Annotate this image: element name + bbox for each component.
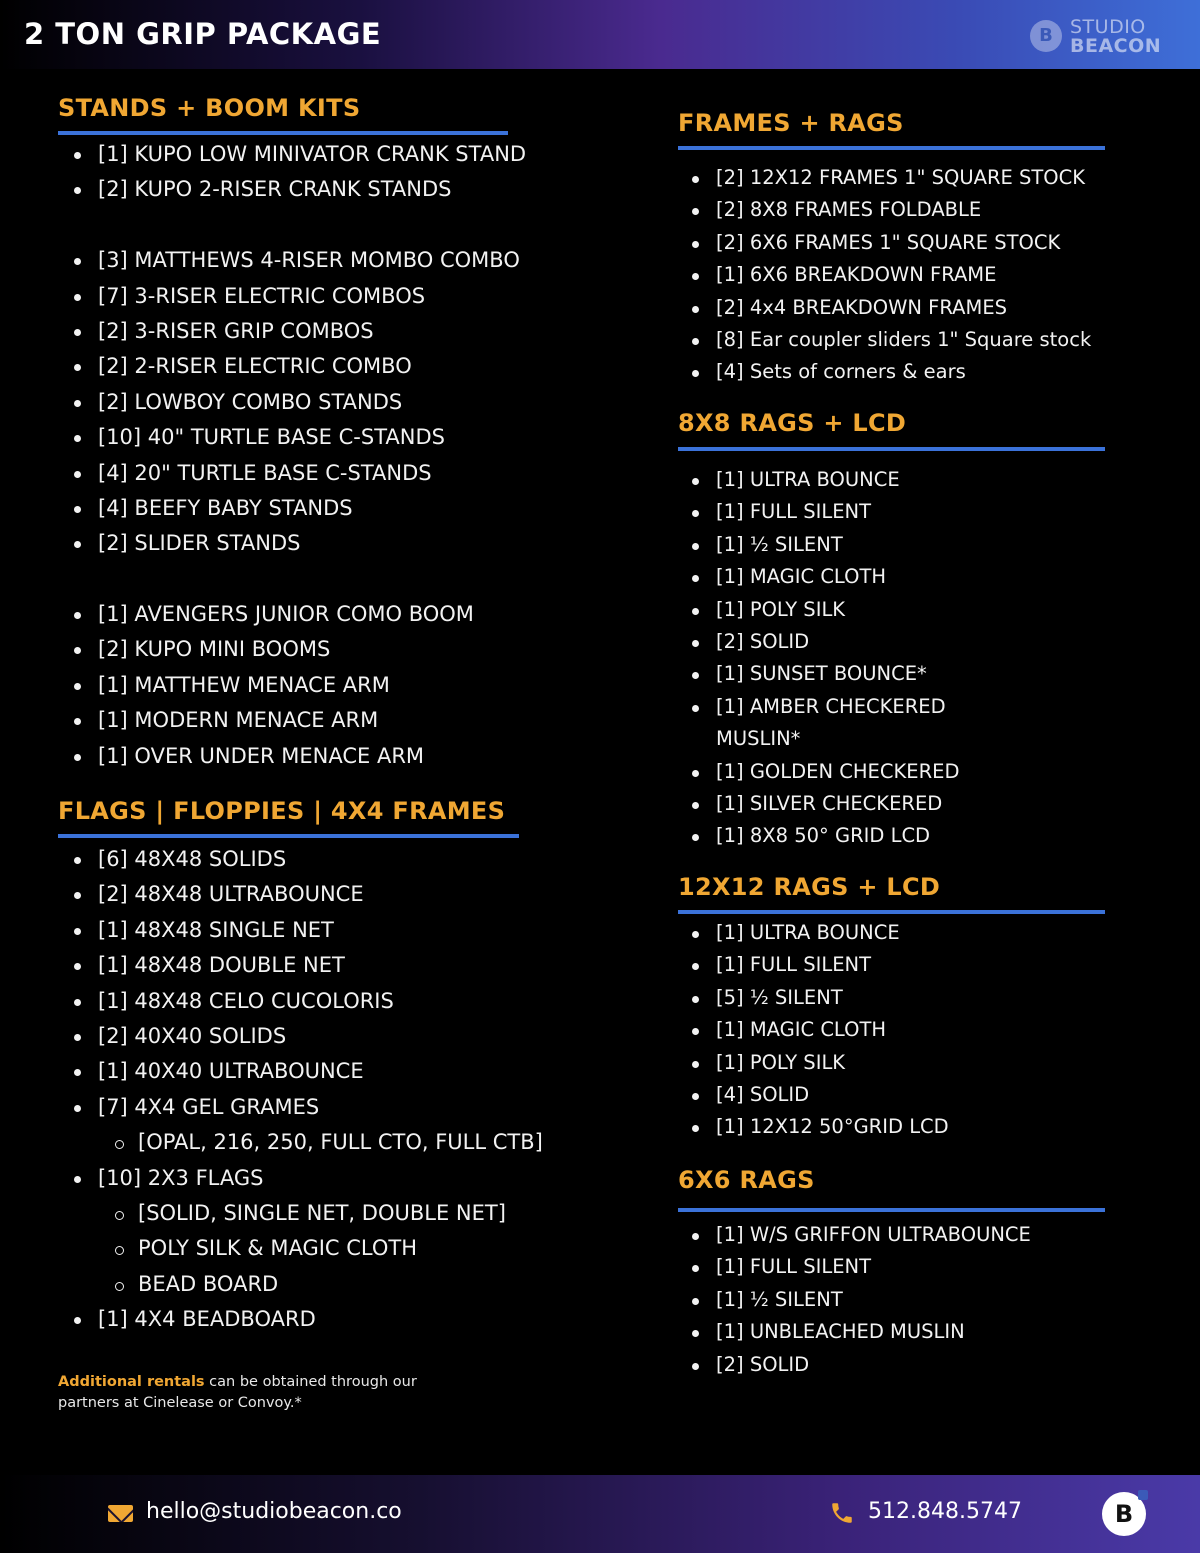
sub-list-item: POLY SILK & MAGIC CLOTH bbox=[58, 1231, 543, 1266]
list-item: [1] AVENGERS JUNIOR COMO BOOM bbox=[58, 597, 526, 632]
list-item: [7] 4X4 GEL GRAMES bbox=[58, 1090, 543, 1125]
phone-icon bbox=[829, 1500, 855, 1526]
rentals-note-text: can be obtained through our partners at Cinelease or Convoy.* bbox=[58, 1374, 417, 1411]
list-item: [2] 8X8 FRAMES FOLDABLE bbox=[676, 194, 1091, 226]
list-spacer bbox=[58, 208, 526, 243]
rentals-note bbox=[58, 1372, 478, 1414]
list-item: [1] ULTRA BOUNCE bbox=[676, 464, 959, 496]
list-item: [1] 12X12 50°GRID LCD bbox=[676, 1111, 949, 1143]
list-item: [1] ½ SILENT bbox=[676, 1284, 1031, 1316]
footer-logo-mark: B bbox=[1114, 1500, 1134, 1528]
list-item: [2] 12X12 FRAMES 1" SQUARE STOCK bbox=[676, 162, 1091, 194]
list-item: [1] UNBLEACHED MUSLIN bbox=[676, 1316, 1031, 1348]
list-item: [2] 3-RISER GRIP COMBOS bbox=[58, 314, 526, 349]
sub-list-item: [SOLID, SINGLE NET, DOUBLE NET] bbox=[58, 1196, 543, 1231]
list-item: [4] Sets of corners & ears bbox=[676, 356, 1091, 388]
list-item: [4] 20" TURTLE BASE C-STANDS bbox=[58, 456, 526, 491]
list-item: [4] SOLID bbox=[676, 1079, 949, 1111]
list-item: [1] FULL SILENT bbox=[676, 1251, 1031, 1283]
list-flags bbox=[58, 842, 543, 1337]
list-item: [2] 4x4 BREAKDOWN FRAMES bbox=[676, 292, 1091, 324]
list-item: [1] 48X48 DOUBLE NET bbox=[58, 948, 543, 983]
list-item: [1] FULL SILENT bbox=[676, 496, 959, 528]
section-rule-rags-6x6 bbox=[678, 1208, 1105, 1212]
list-item: [1] ½ SILENT bbox=[676, 529, 959, 561]
list-item: [2] KUPO MINI BOOMS bbox=[58, 632, 526, 667]
list-item: [1] POLY SILK bbox=[676, 594, 959, 626]
list-item: [1] 8X8 50° GRID LCD bbox=[676, 820, 959, 852]
list-item: [1] MATTHEW MENACE ARM bbox=[58, 668, 526, 703]
list-item: [1] MAGIC CLOTH bbox=[676, 561, 959, 593]
list-item: [2] LOWBOY COMBO STANDS bbox=[58, 385, 526, 420]
list-item: [1] SILVER CHECKERED bbox=[676, 788, 959, 820]
mail-icon bbox=[108, 1505, 133, 1522]
list-item: [4] BEEFY BABY STANDS bbox=[58, 491, 526, 526]
list-item: [7] 3-RISER ELECTRIC COMBOS bbox=[58, 279, 526, 314]
list-item: [2] 48X48 ULTRABOUNCE bbox=[58, 877, 543, 912]
sub-list-item: BEAD BOARD bbox=[58, 1267, 543, 1302]
list-item: [1] SUNSET BOUNCE* bbox=[676, 658, 959, 690]
list-item: [2] SLIDER STANDS bbox=[58, 526, 526, 561]
list-item: [5] ½ SILENT bbox=[676, 982, 949, 1014]
section-title-stands: STANDS + BOOM KITS bbox=[58, 94, 361, 122]
list-item: [10] 2X3 FLAGS bbox=[58, 1161, 543, 1196]
list-item: [1] GOLDEN CHECKERED bbox=[676, 756, 959, 788]
list-item: [1] MAGIC CLOTH bbox=[676, 1014, 949, 1046]
list-rags-8x8 bbox=[676, 464, 959, 853]
list-item: [2] 40X40 SOLIDS bbox=[58, 1019, 543, 1054]
list-item-continuation: MUSLIN* bbox=[716, 727, 801, 751]
list-item: [1] MODERN MENACE ARM bbox=[58, 703, 526, 738]
section-title-frames: FRAMES + RAGS bbox=[678, 109, 904, 137]
list-item: [1] 48X48 SINGLE NET bbox=[58, 913, 543, 948]
list-rags-12x12 bbox=[676, 917, 949, 1144]
list-item: [1] OVER UNDER MENACE ARM bbox=[58, 739, 526, 774]
section-title-rags-12x12: 12X12 RAGS + LCD bbox=[678, 873, 941, 901]
list-item: [1] 48X48 CELO CUCOLORIS bbox=[58, 984, 543, 1019]
list-item: [6] 48X48 SOLIDS bbox=[58, 842, 543, 877]
section-rule-stands bbox=[58, 131, 508, 135]
section-title-rags-6x6: 6X6 RAGS bbox=[678, 1166, 815, 1194]
brand-line-1: STUDIO bbox=[1070, 16, 1146, 38]
list-stands bbox=[58, 137, 526, 774]
list-item: [2] KUPO 2-RISER CRANK STANDS bbox=[58, 172, 526, 207]
list-rags-6x6 bbox=[676, 1219, 1031, 1381]
sub-list-item: [OPAL, 216, 250, FULL CTO, FULL CTB] bbox=[58, 1125, 543, 1160]
list-spacer bbox=[58, 562, 526, 597]
section-rule-frames bbox=[678, 146, 1105, 150]
brand-mark-icon: B bbox=[1030, 20, 1062, 52]
list-item: [1] POLY SILK bbox=[676, 1047, 949, 1079]
list-item: [1] 40X40 ULTRABOUNCE bbox=[58, 1054, 543, 1089]
brand-logo bbox=[1030, 16, 1160, 56]
section-rule-flags bbox=[58, 834, 519, 838]
list-frames bbox=[676, 162, 1091, 389]
list-item: [2] 2-RISER ELECTRIC COMBO bbox=[58, 349, 526, 384]
list-item: [8] Ear coupler sliders 1" Square stock bbox=[676, 324, 1091, 356]
list-item: [2] SOLID bbox=[676, 1349, 1031, 1381]
list-item: [2] 6X6 FRAMES 1" SQUARE STOCK bbox=[676, 227, 1091, 259]
list-item: [1] FULL SILENT bbox=[676, 949, 949, 981]
section-title-flags: FLAGS | FLOPPIES | 4X4 FRAMES bbox=[58, 797, 506, 825]
section-rule-rags-8x8 bbox=[678, 447, 1105, 451]
section-rule-rags-12x12 bbox=[678, 910, 1105, 914]
page-title: 2 TON GRIP PACKAGE bbox=[24, 17, 382, 51]
list-item: [2] SOLID bbox=[676, 626, 959, 658]
list-item: [1] W/S GRIFFON ULTRABOUNCE bbox=[676, 1219, 1031, 1251]
email-link[interactable]: hello@studiobeacon.co bbox=[146, 1499, 402, 1524]
brand-line-2: BEACON bbox=[1070, 35, 1162, 57]
phone-link[interactable]: 512.848.5747 bbox=[868, 1499, 1022, 1524]
footer-logo bbox=[1102, 1492, 1146, 1536]
list-item: [3] MATTHEWS 4-RISER MOMBO COMBO bbox=[58, 243, 526, 278]
list-item: [10] 40" TURTLE BASE C-STANDS bbox=[58, 420, 526, 455]
rentals-note-highlight: Additional rentals bbox=[58, 1374, 205, 1390]
list-item: [1] ULTRA BOUNCE bbox=[676, 917, 949, 949]
list-item: [1] AMBER CHECKERED bbox=[676, 691, 959, 723]
section-title-rags-8x8: 8X8 RAGS + LCD bbox=[678, 409, 907, 437]
list-item: [1] 4X4 BEADBOARD bbox=[58, 1302, 543, 1337]
list-item: [1] 6X6 BREAKDOWN FRAME bbox=[676, 259, 1091, 291]
list-item: [1] KUPO LOW MINIVATOR CRANK STAND bbox=[58, 137, 526, 172]
